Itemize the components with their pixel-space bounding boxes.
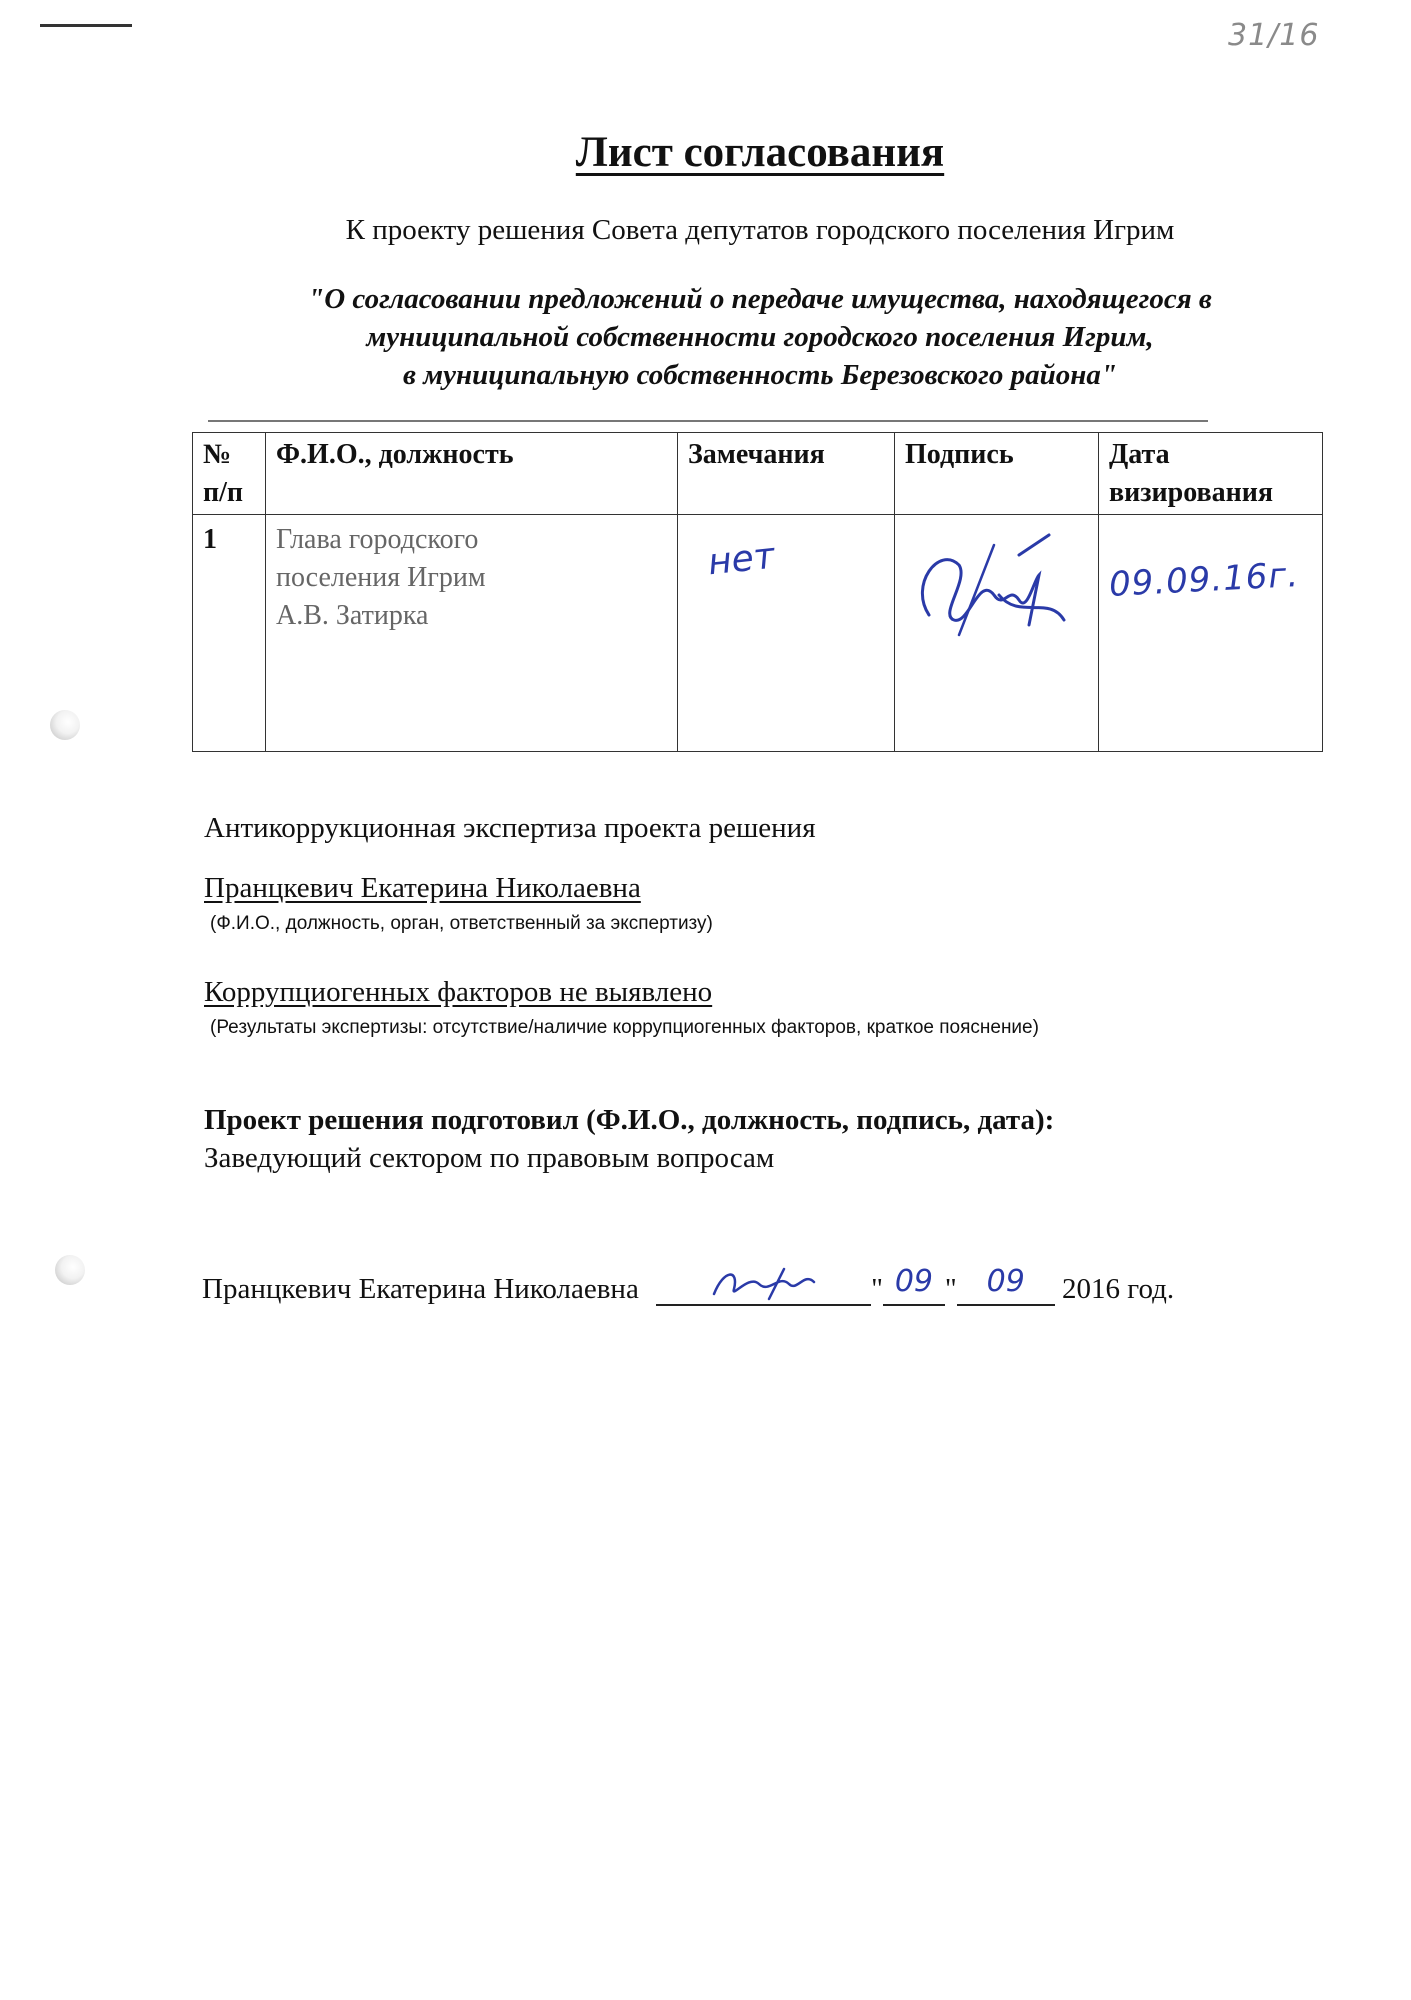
document-title: Лист согласования	[575, 129, 945, 176]
approval-table	[192, 432, 1323, 752]
handwritten-day: 09	[894, 1264, 934, 1299]
row-remarks	[678, 515, 895, 752]
signature-blank	[656, 1264, 871, 1306]
header-fio: Ф.И.О., должность	[266, 433, 678, 515]
page-number: 31/16	[1228, 18, 1320, 53]
prepared-year: 2016 год.	[1062, 1273, 1175, 1305]
row-date	[1099, 515, 1323, 752]
expertise-heading: Антикоррукционная экспертиза проекта решения	[204, 812, 816, 844]
expert-name: Пранцкевич Екатерина Николаевна	[204, 872, 641, 904]
separator-line	[208, 420, 1208, 422]
month-blank	[957, 1264, 1055, 1306]
resolution-subject	[0, 280, 1411, 394]
handwritten-remarks: нет	[705, 535, 777, 584]
header-remarks: Замечания	[678, 433, 895, 515]
subject-line-2: муниципальной собственности городского поселения Игрим,	[366, 321, 1154, 353]
prepared-heading: Проект решения подготовил (Ф.И.О., должность, подпись, дата):	[204, 1104, 1055, 1136]
row-fio-line-1: Глава городского	[276, 524, 479, 555]
row-fio-line-3: А.В. Затирка	[276, 600, 429, 631]
top-dash-mark	[40, 24, 132, 27]
day-blank	[883, 1264, 945, 1306]
document-subtitle: К проекту решения Совета депутатов городского поселения Игрим	[345, 214, 1175, 246]
handwritten-date: 09.09.16г.	[1108, 555, 1300, 605]
row-signature	[895, 515, 1099, 752]
table-row	[193, 515, 1323, 752]
expertise-result-note: (Результаты экспертизы: отсутствие/наличие коррупциогенных факторов, краткое пояснение)	[210, 1017, 1039, 1038]
handwritten-signature-small-icon	[709, 1264, 819, 1302]
header-date: Дата визирования	[1099, 433, 1323, 515]
expert-name-note: (Ф.И.О., должность, орган, ответственный за экспертизу)	[210, 913, 713, 934]
punch-hole-lower	[55, 1255, 85, 1285]
row-fio	[266, 515, 678, 752]
row-number: 1	[193, 515, 266, 752]
expertise-result: Коррупциогенных факторов не выявлено	[204, 976, 713, 1008]
prepared-position: Заведующий сектором по правовым вопросам	[204, 1142, 775, 1174]
header-signature: Подпись	[895, 433, 1099, 515]
handwritten-signature-icon	[899, 525, 1089, 645]
subject-line-3: в муниципальную собственность Березовского района"	[403, 359, 1117, 391]
row-fio-line-2: поселения Игрим	[276, 562, 486, 593]
subject-line-1: "О согласовании предложений о передаче имущества, находящегося в	[308, 283, 1212, 315]
prepared-signature-line: Пранцкевич Екатерина Николаевна " 09 " 09 2016 год.	[202, 1264, 1175, 1305]
table-header-row	[193, 433, 1323, 515]
header-number: № п/п	[193, 433, 266, 515]
punch-hole-upper	[50, 710, 80, 740]
handwritten-month: 09	[986, 1264, 1025, 1299]
prepared-name: Пранцкевич Екатерина Николаевна	[202, 1273, 639, 1305]
